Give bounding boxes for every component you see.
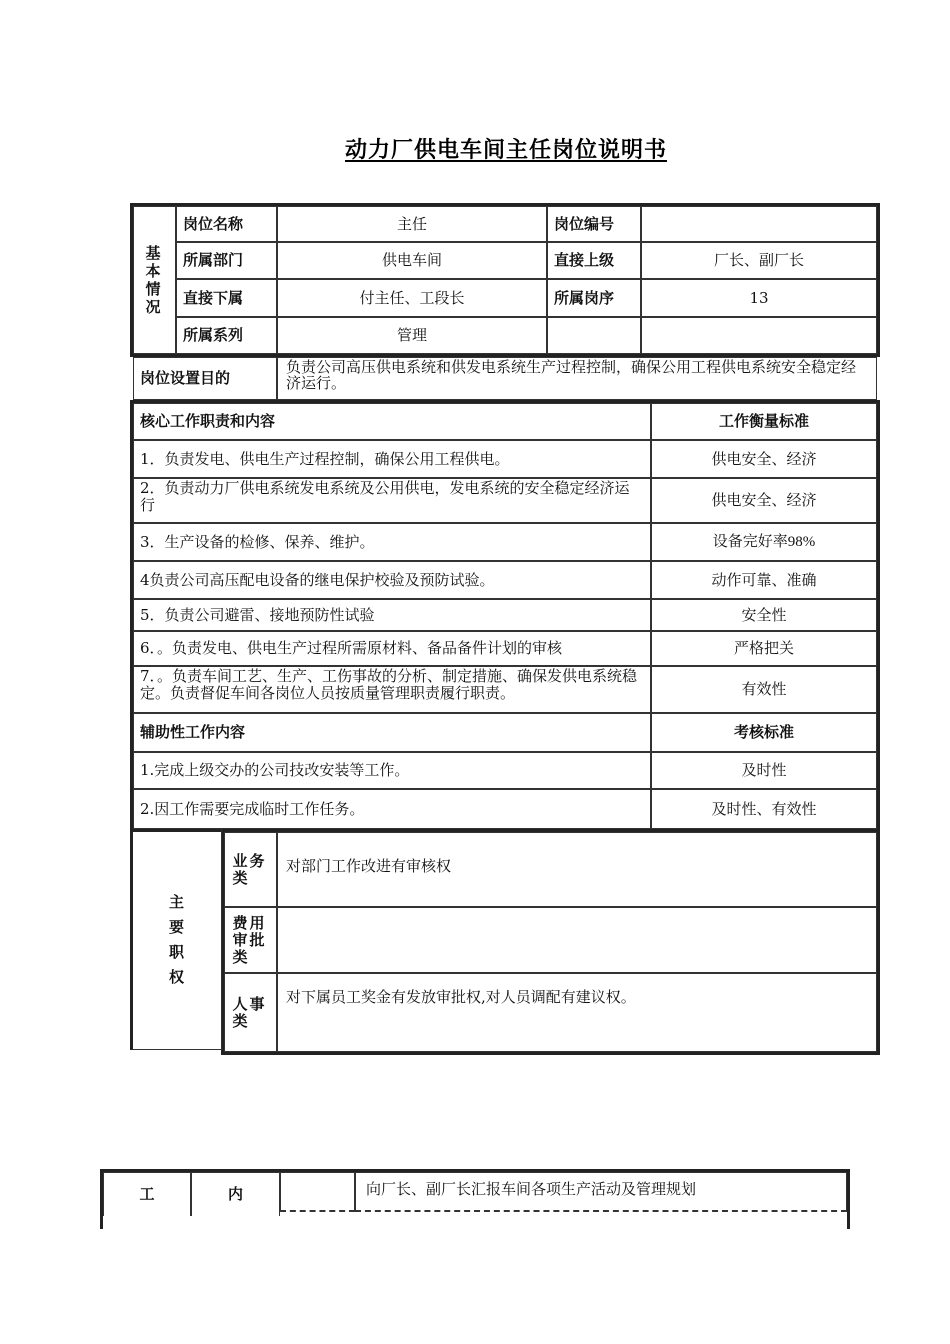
duty-row: 6．。负责发电、供电生产过程所需原材料、备品备件计划的审核 xyxy=(133,631,651,666)
core-header-right: 工作衡量标准 xyxy=(651,403,877,440)
bottom-text: 向厂长、副厂长汇报车间各项生产活动及管理规划 xyxy=(355,1172,847,1212)
empty-cell xyxy=(641,317,877,354)
authority-category-expense: 费用审批类 xyxy=(224,907,277,973)
label-supervisor: 直接上级 xyxy=(547,242,641,279)
duty-row: 5．负责公司避雷、接地预防性试验 xyxy=(133,599,651,631)
empty-cell xyxy=(547,317,641,354)
bottom-col1: 工 xyxy=(103,1172,191,1216)
value-job-code xyxy=(641,206,877,242)
aux-row: 1.完成上级交办的公司技改安装等工作。 xyxy=(133,752,651,789)
duty-standard: 动作可靠、准确 xyxy=(651,561,877,599)
label-series: 所属系列 xyxy=(176,317,277,354)
authority-label: 主要职权 xyxy=(169,893,185,986)
duty-row: 2．负责动力厂供电系统发电系统及公用供电，发电系统的安全稳定经济运行 xyxy=(133,478,651,523)
authority-category-personnel: 人事类 xyxy=(224,973,277,1052)
aux-row: 2.因工作需要完成临时工作任务。 xyxy=(133,789,651,829)
duty-row: 4负责公司高压配电设备的继电保护校验及预防试验。 xyxy=(133,561,651,599)
value-subordinates: 付主任、工段长 xyxy=(277,279,547,317)
page-title: 动力厂供电车间主任岗位说明书 xyxy=(344,138,667,163)
aux-standard: 及时性 xyxy=(651,752,877,789)
authority-text-expense xyxy=(277,907,877,973)
duty-row: 1．负责发电、供电生产过程控制，确保公用工程供电。 xyxy=(133,440,651,478)
aux-header-left: 辅助性工作内容 xyxy=(133,713,651,752)
purpose-label: 岗位设置目的 xyxy=(133,357,277,400)
value-supervisor: 厂长、副厂长 xyxy=(641,242,877,279)
authority-category-business: 业务类 xyxy=(224,832,277,907)
aux-standard: 及时性、有效性 xyxy=(651,789,877,829)
label-job-title: 岗位名称 xyxy=(176,206,277,242)
duty-standard: 安全性 xyxy=(651,599,877,631)
core-header-left: 核心工作职责和内容 xyxy=(133,403,651,440)
label-subordinates: 直接下属 xyxy=(176,279,277,317)
duty-row: 3．生产设备的检修、保养、维护。 xyxy=(133,523,651,561)
authority-text-personnel: 对下属员工奖金有发放审批权,对人员调配有建议权。 xyxy=(277,973,877,1052)
duty-standard: 设备完好率98% xyxy=(651,523,877,561)
duty-row: 7．。负责车间工艺、生产、工伤事故的分析、制定措施、确保发供电系统稳定。负责督促车间各岗位人员按质量管理职责履行职责。 xyxy=(133,666,651,713)
aux-header-right: 考核标准 xyxy=(651,713,877,752)
value-department: 供电车间 xyxy=(277,242,547,279)
value-job-title: 主任 xyxy=(277,206,547,242)
duty-standard: 供电安全、经济 xyxy=(651,478,877,523)
purpose-text: 负责公司高压供电系统和供发电系统生产过程控制，确保公用工程供电系统安全稳定经济运行。 xyxy=(277,357,877,400)
label-rank: 所属岗序 xyxy=(547,279,641,317)
value-series: 管理 xyxy=(277,317,547,354)
basic-section-label: 基本情况 xyxy=(133,206,176,354)
authority-text-business: 对部门工作改进有审核权 xyxy=(277,832,877,907)
bottom-col2: 内 xyxy=(191,1172,280,1216)
label-department: 所属部门 xyxy=(176,242,277,279)
duty-standard: 有效性 xyxy=(651,666,877,713)
duty-standard: 严格把关 xyxy=(651,631,877,666)
label-job-code: 岗位编号 xyxy=(547,206,641,242)
value-rank: 13 xyxy=(641,279,877,317)
bottom-col3 xyxy=(280,1172,355,1212)
duty-standard: 供电安全、经济 xyxy=(651,440,877,478)
